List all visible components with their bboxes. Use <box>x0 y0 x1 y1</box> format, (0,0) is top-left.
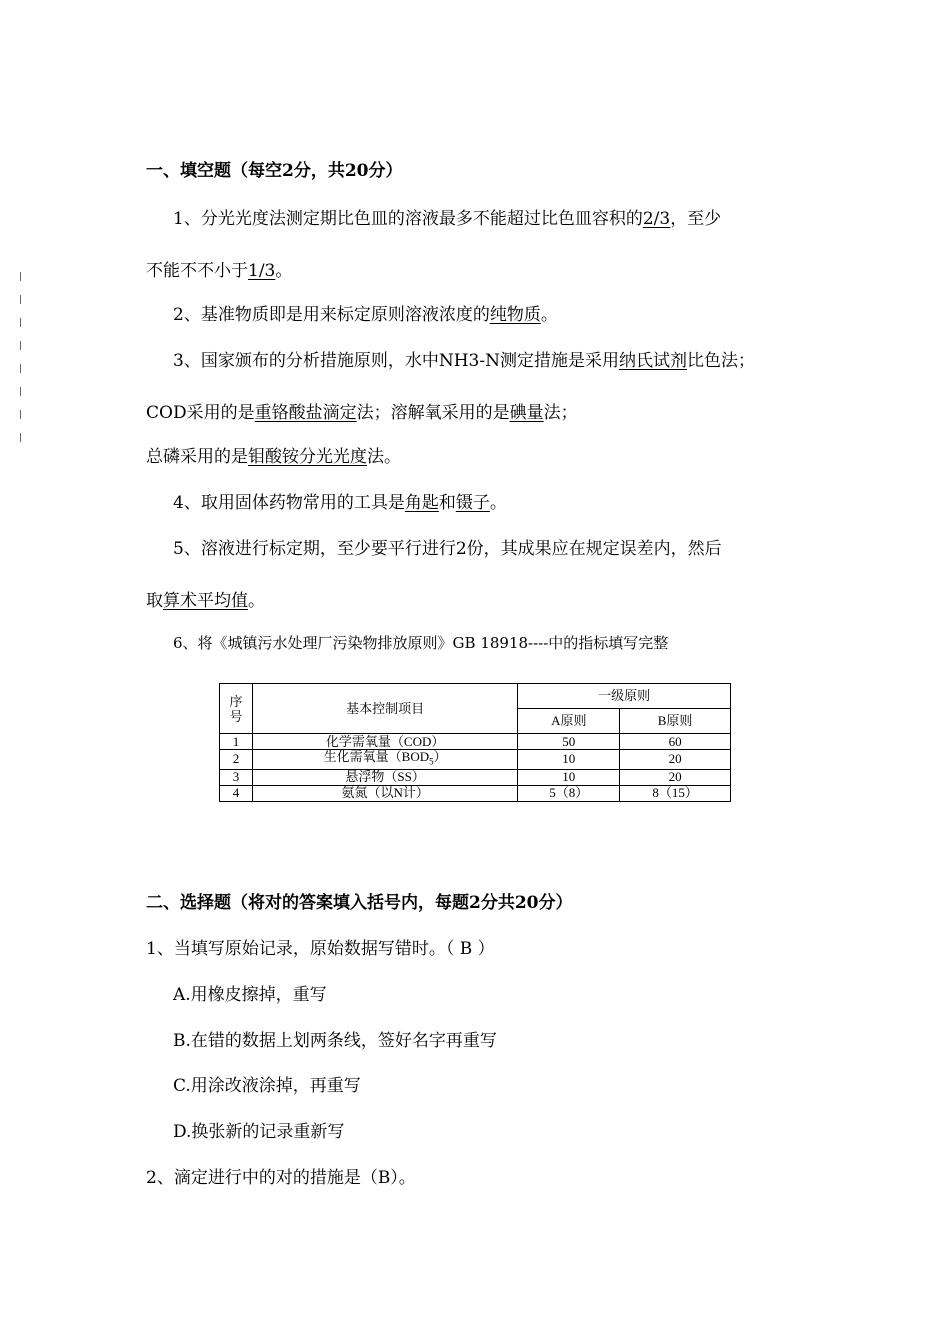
q3-answer-3: 碘量 <box>509 403 544 423</box>
q1-answer-2: 1/3 <box>248 261 276 281</box>
q1-text-c: 不能不不小于 <box>146 261 248 281</box>
question-3-line2 <box>146 398 578 423</box>
table-row <box>220 785 731 801</box>
q3-text-d: 法；溶解氧采用的是 <box>356 403 510 423</box>
row-a-value: 10 <box>518 769 620 785</box>
q3-answer-1: 纳氏试剂 <box>618 351 687 371</box>
row-b-value: 20 <box>620 750 731 770</box>
option-d: D.换张新的记录重新写 <box>173 1122 345 1142</box>
row-item: 悬浮物（SS） <box>252 769 517 785</box>
row-seq: 1 <box>220 734 253 750</box>
header-a-standard: A原则 <box>518 709 620 734</box>
q4-text-c: 。 <box>489 493 507 513</box>
q1-answer-1: 2/3 <box>642 209 671 229</box>
q3-text: 3、国家颁布的分析措施原则，水中NH3-N测定措施是采用 <box>173 351 619 371</box>
option-b: B.在错的数据上划两条线，签好名字再重写 <box>173 1031 497 1051</box>
header-b-standard: B原则 <box>620 709 731 734</box>
section1-heading: 一、填空题（每空2分，共20分） <box>146 161 403 181</box>
question-5-line2 <box>146 586 265 611</box>
q3-text-c: COD采用的是 <box>146 403 255 423</box>
q4-answer-2: 镊子 <box>455 493 490 513</box>
question-3-line3 <box>146 442 401 467</box>
q1-text: 1、分光光度法测定期比色皿的溶液最多不能超过比色皿容积的 <box>173 209 643 229</box>
table-row <box>220 750 731 770</box>
q5-text: 5、溶液进行标定期，至少要平行进行2份，其成果应在规定误差内，然后 <box>173 539 722 559</box>
emission-standards-table <box>219 683 731 802</box>
question-4 <box>173 488 507 513</box>
q4-answer-1: 角匙 <box>404 493 439 513</box>
row-b-value: 8（15） <box>620 785 731 801</box>
row-a-value: 50 <box>518 734 620 750</box>
header-item: 基本控制项目 <box>252 684 517 734</box>
section2-heading: 二、选择题（将对的答案填入括号内，每题2分共20分） <box>146 893 573 913</box>
table-row <box>220 734 731 750</box>
row-seq: 3 <box>220 769 253 785</box>
row-seq: 4 <box>220 785 253 801</box>
row-item: 生化需氧量$(BOD_5)$ <box>252 750 517 770</box>
row-item: 化学需氧量（COD） <box>252 734 517 750</box>
option-c: C.用涂改液涂掉，再重写 <box>173 1076 361 1096</box>
option-a: A.用橡皮擦掉，重写 <box>173 985 327 1005</box>
row-b-value: 60 <box>620 734 731 750</box>
q1-text-d: 。 <box>275 261 293 281</box>
q5-text-c: 。 <box>248 591 265 611</box>
question-1-line2 <box>146 256 292 281</box>
q2-answer: 纯物质 <box>489 305 541 325</box>
row-a-value: 5（8） <box>518 785 620 801</box>
q5-text-b: 取 <box>146 591 163 611</box>
question-2 <box>173 300 558 325</box>
choice-question-1: 1、当填写原始记录，原始数据写错时。（ B ） <box>146 939 495 959</box>
row-b-value: 20 <box>620 769 731 785</box>
q4-text: 4、取用固体药物常用的工具是 <box>173 493 405 513</box>
header-seq: 序号 <box>220 684 253 734</box>
choice-question-2: 2、滴定进行中的对的措施是（B）。 <box>146 1168 416 1188</box>
q5-answer: 算术平均值 <box>163 591 248 611</box>
q3-answer-2: 重铬酸盐滴定 <box>254 403 357 423</box>
q3-text-f: 总磷采用的是 <box>146 447 248 467</box>
q2-text: 2、基准物质即是用来标定原则溶液浓度的 <box>173 305 490 325</box>
question-3-line1 <box>173 346 755 371</box>
q2-text-b: 。 <box>540 305 558 325</box>
q3-answer-4: 钼酸铵分光光度 <box>248 447 367 467</box>
row-item: 氨氮（以N计） <box>252 785 517 801</box>
question-5-line1 <box>173 534 722 559</box>
q4-text-b: 和 <box>438 493 456 513</box>
header-group: 一级原则 <box>518 684 731 709</box>
q3-text-g: 法。 <box>367 447 401 467</box>
row-seq: 2 <box>220 750 253 770</box>
q3-text-e: 法； <box>543 403 578 423</box>
margin-binding-marks <box>18 272 24 472</box>
question-6: 6、将《城镇污水处理厂污染物排放原则》GB 18918----中的指标填写完整 <box>173 634 669 652</box>
q1-text-b: ，至少 <box>670 209 722 229</box>
table-row <box>220 769 731 785</box>
question-1-line1 <box>173 204 721 229</box>
q3-text-b: 比色法； <box>686 351 755 371</box>
row-a-value: 10 <box>518 750 620 770</box>
